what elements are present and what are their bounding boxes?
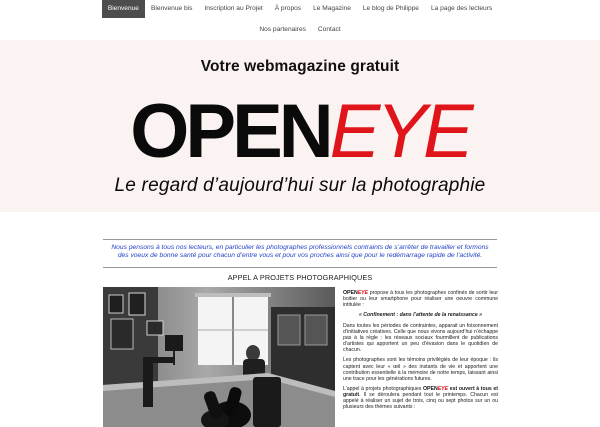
nav-item-bienvenue-bis[interactable]: Bienvenue bis bbox=[150, 5, 193, 12]
article-body bbox=[343, 290, 498, 415]
hero-tagline-top: Votre webmagazine gratuit bbox=[200, 58, 400, 75]
hero-banner bbox=[0, 40, 600, 212]
intro-text: propose à tous les photographes confinés de sortir leur boitier ou leur smartphone pour réaliser une oeuvre commune intitulée : bbox=[343, 290, 498, 309]
readers-notice bbox=[103, 239, 497, 268]
logo-open-text: OPEN bbox=[130, 89, 330, 174]
article-paragraph-3: Les photographes sont les témoins privilégiés de leur époque : ils captent avec leur « œil » des instants de vie et apportent une contribution essentielle à la mémoire de notre temps, laissant ainsi une trace pour les générations futures. bbox=[343, 357, 498, 382]
nav-row-secondary bbox=[0, 22, 600, 38]
openeye-logo bbox=[0, 89, 600, 174]
article-paragraph-4 bbox=[343, 386, 498, 410]
section-title: APPEL A PROJETS PHOTOGRAPHIQUES bbox=[227, 273, 373, 282]
nav-item-partenaires[interactable]: Nos partenaires bbox=[259, 26, 306, 33]
logo-eye-text: EYE bbox=[329, 89, 470, 174]
article-photo bbox=[103, 287, 335, 427]
nav-item-lecteurs[interactable]: La page des lecteurs bbox=[430, 5, 493, 12]
bw-interior-photo bbox=[103, 287, 335, 427]
brand-open-text: OPEN bbox=[423, 385, 438, 392]
p4-start: L’appel à projets photographiques bbox=[343, 385, 424, 392]
nav-row-primary bbox=[0, 0, 600, 18]
nav-item-a-propos[interactable]: À propos bbox=[274, 5, 302, 12]
nav-item-bienvenue[interactable]: Bienvenue bbox=[102, 0, 145, 18]
hero-tagline-bottom: Le regard d’aujourd’hui sur la photographie bbox=[114, 175, 486, 196]
nav-item-inscription[interactable]: Inscription au Projet bbox=[204, 5, 263, 12]
brand-eye-text: EYE bbox=[437, 385, 449, 392]
nav-item-contact[interactable]: Contact bbox=[317, 26, 341, 33]
brand-eye-text: EYE bbox=[357, 290, 369, 296]
nav-item-blog[interactable]: Le blog de Philippe bbox=[362, 5, 419, 12]
brand-open-text: OPEN bbox=[343, 290, 358, 296]
article-paragraph-intro bbox=[343, 290, 498, 308]
article-paragraph-2: Dans toutes les périodes de contraintes, apparait un foisonnement d’initiatives créatives. Celle que nous vivons aujourd’hui n’échappe pas à la règle : les réseaux sociaux fourmillent de publications d’artistes qui apportent un peu d’évasion dans le quotidien de chacun. bbox=[343, 322, 498, 354]
notice-line-2: des voeux de bonne santé pour chacun d’entre vous et pour vos proches ainsi que pour le redémarrage rapide de l’activité. bbox=[117, 252, 483, 260]
article-quote: « Confinement : dans l’attente de la renaissance » bbox=[358, 312, 483, 319]
p4-rest: . Il se déroulera pendant tout le printemps. Chacun est appelé à réaliser un sujet de trois, cinq ou sept photos sur un ou plusieurs des thèmes suivants : bbox=[343, 392, 498, 411]
p4-bold: est ouvert à tous et gratuit bbox=[343, 385, 498, 399]
notice-line-1: Nous pensons à tous nos lecteurs, en particulier les photographes professionnels contraints de s’arrêter de travailler et formons bbox=[111, 244, 489, 251]
nav-item-magazine[interactable]: Le Magazine bbox=[313, 5, 351, 12]
top-navigation bbox=[0, 0, 600, 40]
